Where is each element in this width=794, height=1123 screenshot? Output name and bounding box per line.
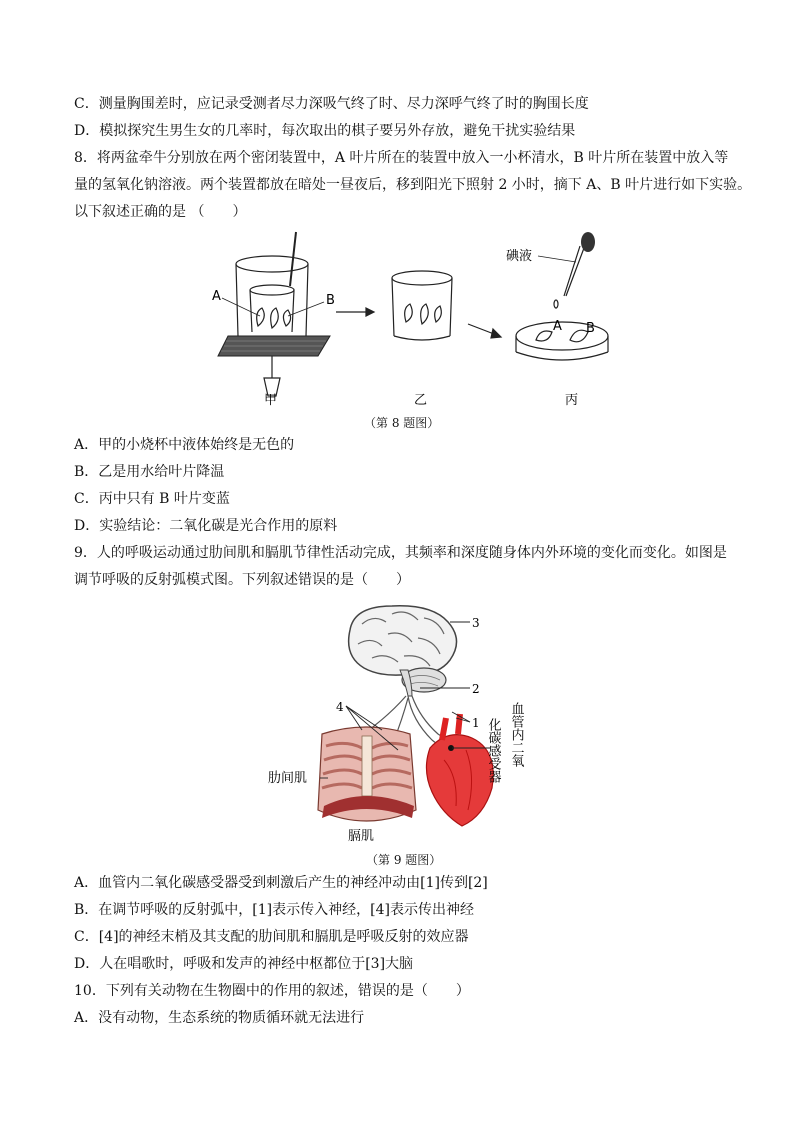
q8-option-d: D．实验结论：二氧化碳是光合作用的原料 — [74, 518, 338, 534]
label-bing: 丙 — [565, 393, 579, 408]
rib-cage-illustration — [318, 727, 416, 821]
marker-1: 1 — [472, 716, 480, 730]
q9-option-c: C．[4]的神经末梢及其支配的肋间肌和膈肌是呼吸反射的效应器 — [74, 929, 469, 945]
q9-figure-caption: （第 9 题图） — [366, 853, 442, 867]
q8-option-c: C．丙中只有 B 叶片变蓝 — [74, 491, 230, 507]
receptor-label-col1: 血管内二氧 — [508, 702, 524, 767]
q8-stem-line2: 量的氢氧化钠溶液。两个装置都放在暗处一昼夜后，移到阳光下照射 2 小时，摘下 A、B 叶片进行如下实验。 — [74, 177, 752, 193]
q8-stem-line1: 8．将两盆牵牛分别放在两个密闭装置中，A 叶片所在的装置中放入一小杯清水，B 叶片所在装置中放入等 — [74, 150, 729, 166]
label-a: A — [212, 289, 221, 304]
q8-stem-line3: 以下叙述正确的是 （ ） — [74, 204, 247, 220]
q8-figure — [210, 228, 620, 408]
q9-option-b: B．在调节呼吸的反射弧中，[1]表示传入神经，[4]表示传出神经 — [74, 902, 474, 918]
dish-label-b: B — [586, 321, 595, 336]
q9-figure — [262, 600, 552, 848]
q7-option-c: C．测量胸围差时，应记录受测者尽力深吸气终了时、尽力深呼气终了时的胸围长度 — [74, 96, 589, 112]
intercostal-label: 肋间肌 — [268, 771, 308, 786]
marker-4: 4 — [336, 700, 344, 714]
q8-option-a: A．甲的小烧杯中液体始终是无色的 — [74, 437, 295, 453]
diaphragm-label: 膈肌 — [348, 829, 375, 844]
label-b: B — [326, 293, 335, 308]
dropper-bulb — [581, 232, 595, 252]
q9-option-d: D．人在唱歌时，呼吸和发声的神经中枢都位于[3]大脑 — [74, 956, 414, 972]
heart-illustration — [426, 714, 493, 826]
iodine-label: 碘液 — [506, 249, 533, 264]
q7-option-d: D．模拟探究生男生女的几率时，每次取出的棋子要另外存放，避免干扰实验结果 — [74, 123, 576, 139]
q8-option-b: B．乙是用水给叶片降温 — [74, 464, 225, 480]
label-yi: 乙 — [414, 393, 428, 408]
apparatus-jia — [236, 232, 308, 396]
q8-figure-caption: （第 8 题图） — [364, 416, 440, 430]
marker-2: 2 — [472, 682, 480, 696]
q9-stem-line1: 9．人的呼吸运动通过肋间肌和膈肌节律性活动完成，其频率和深度随身体内外环境的变化而变化。如图是 — [74, 545, 727, 561]
q10-option-a: A．没有动物，生态系统的物质循环就无法进行 — [74, 1010, 365, 1026]
arrow-1 — [336, 308, 374, 316]
brain-illustration — [349, 606, 457, 696]
label-jia: 甲 — [264, 393, 278, 408]
q9-stem-line2: 调节呼吸的反射弧模式图。下列叙述错误的是（ ） — [74, 572, 410, 588]
q10-stem: 10．下列有关动物在生物圈中的作用的叙述，错误的是（ ） — [74, 983, 470, 999]
q9-option-a: A．血管内二氧化碳感受器受到刺激后产生的神经冲动由[1]传到[2] — [74, 875, 488, 891]
arrow-2 — [468, 324, 501, 338]
receptor-label-col2: 化碳感受器 — [485, 718, 501, 783]
dish-label-a: A — [553, 319, 562, 334]
marker-3: 3 — [472, 616, 480, 630]
apparatus-yi — [392, 271, 452, 340]
